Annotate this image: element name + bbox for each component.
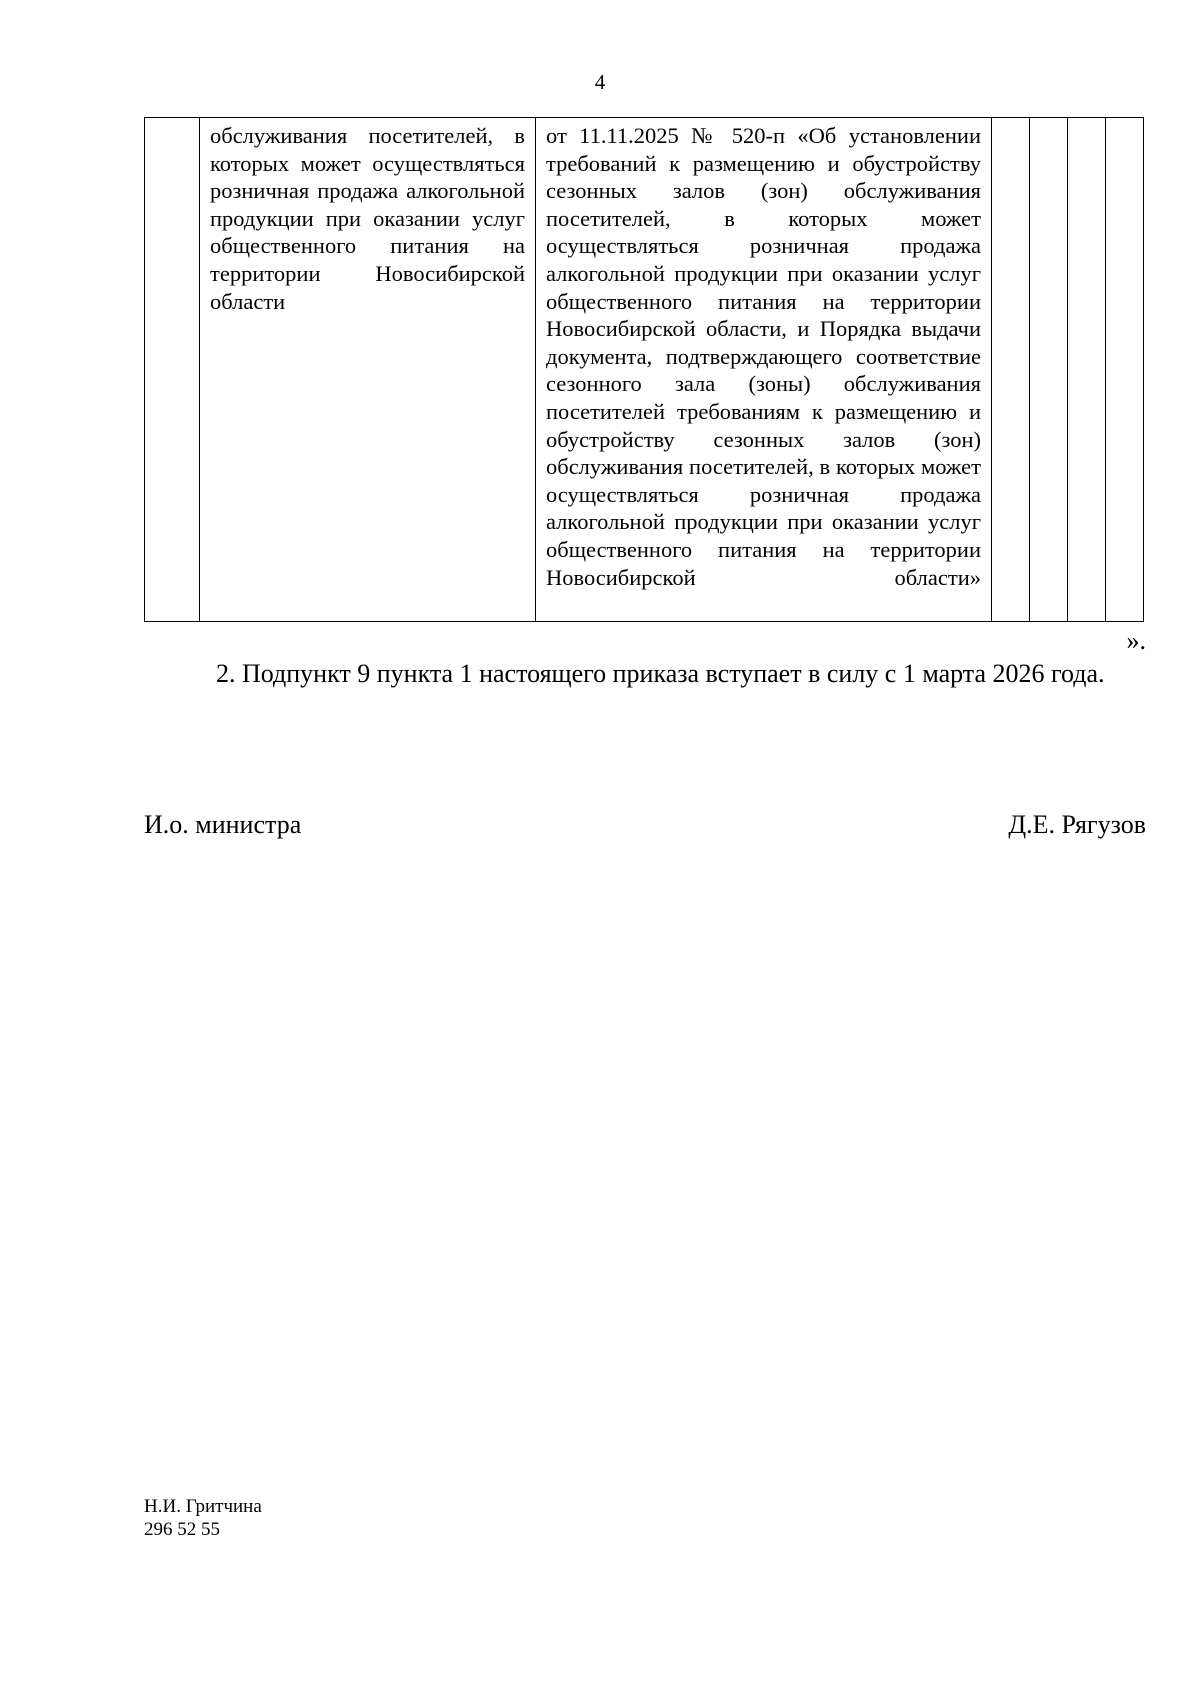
table-cell-empty — [1106, 118, 1144, 622]
closing-quote: ». — [1126, 626, 1146, 655]
table-cell-number — [145, 118, 200, 622]
table-cell-empty — [1030, 118, 1068, 622]
table-cell-document: от 11.11.2025 № 520-п «Об установлении требований к размещению и обустройству сезонных залов (зон) обслуживания посетителей, в которых может осуществляться розничная продажа алкогольной продукции при оказании услуг общественного питания на территории Новосибирской области, и Порядка выдачи документа, подтверждающего соответствие сезонного зала (зоны) обслуживания посетителей требованиям к размещению и обустройству сезонных залов (зон) обслуживания посетителей, в которых может осуществляться розничная продажа алкогольной продукции при оказании услуг общественного питания на территории Новосибирской области» — [536, 118, 992, 622]
signer-position: И.о. министра — [144, 810, 302, 839]
table-cell-empty — [1068, 118, 1106, 622]
executor-block — [144, 1495, 262, 1541]
table-row — [145, 118, 1144, 622]
executor-name: Н.И. Гритчина — [144, 1496, 262, 1517]
executor-phone: 296 52 55 — [144, 1519, 220, 1540]
paragraph-2: 2. Подпункт 9 пункта 1 настоящего приказа вступает в силу с 1 марта 2026 года. — [216, 659, 1105, 688]
table-cell-name: обслуживания посетителей, в которых может осуществляться розничная продажа алкогольной продукции при оказании услуг общественного питания на территории Новосибирской области — [200, 118, 536, 622]
signature-block — [144, 810, 1146, 840]
table-cell-empty — [992, 118, 1030, 622]
document-table — [144, 117, 1144, 622]
signer-name: Д.Е. Рягузов — [1008, 810, 1146, 839]
page-number: 4 — [594, 70, 606, 94]
